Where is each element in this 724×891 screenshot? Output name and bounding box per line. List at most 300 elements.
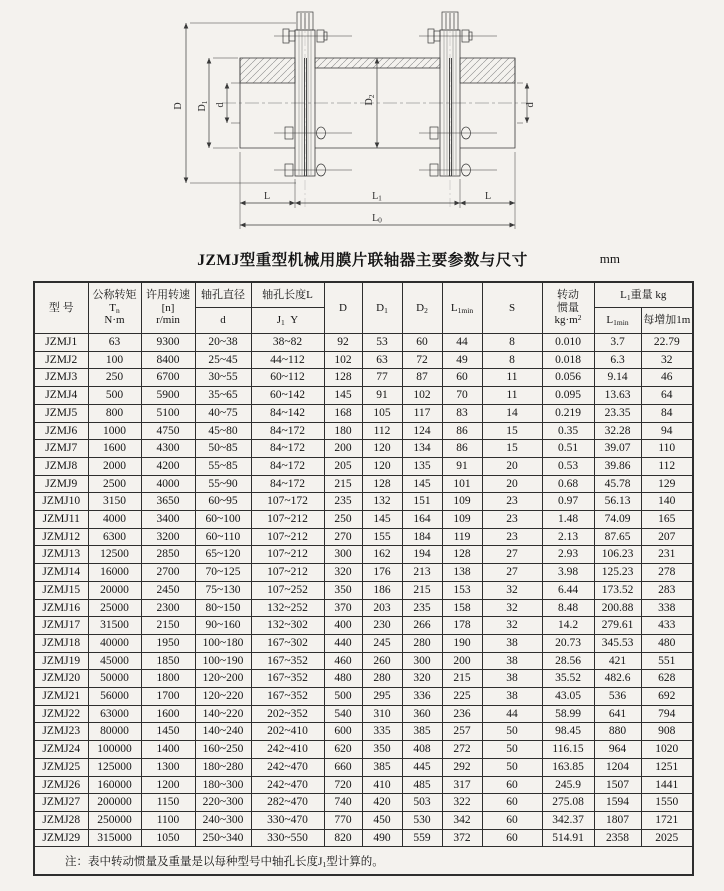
table-cell: 55~90 [195,475,251,493]
table-cell: 0.095 [542,387,594,405]
table-cell: 107~212 [251,546,324,564]
table-cell: 53 [362,334,402,352]
table-cell: JZMJ27 [34,794,88,812]
table-cell: 5900 [141,387,195,405]
table-cell: 200 [324,440,362,458]
table-cell: 270 [324,528,362,546]
table-cell: 1200 [141,776,195,794]
table-cell: 250~340 [195,829,251,847]
table-row [34,528,693,546]
table-cell: 60~100 [195,511,251,529]
table-cell: 38 [482,634,542,652]
table-cell: 45~80 [195,422,251,440]
table-cell: 310 [362,705,402,723]
table-cell: 45.78 [594,475,641,493]
table-cell: 400 [324,617,362,635]
table-cell: 1100 [141,811,195,829]
dim-label-L-left: L [263,191,271,202]
table-cell: 58.99 [542,705,594,723]
table-cell: 242~410 [251,741,324,759]
table-cell: 27 [482,564,542,582]
table-cell: 2700 [141,564,195,582]
table-row [34,617,693,635]
table-cell: 60 [482,776,542,794]
table-cell: 1441 [641,776,693,794]
table-cell: 0.68 [542,475,594,493]
table-cell: 164 [402,511,442,529]
table-cell: 740 [324,794,362,812]
table-cell: 1204 [594,758,641,776]
table-cell: 100 [88,351,141,369]
table-cell: 44~112 [251,351,324,369]
table-cell: 74.09 [594,511,641,529]
table-cell: 370 [324,599,362,617]
table-cell: 213 [402,564,442,582]
table-cell: JZMJ15 [34,581,88,599]
table-cell: 2150 [141,617,195,635]
table-cell: 39.07 [594,440,641,458]
table-cell: 8.48 [542,599,594,617]
table-cell: 1400 [141,741,195,759]
table-cell: 200000 [88,794,141,812]
table-cell: 8400 [141,351,195,369]
table-cell: 350 [324,581,362,599]
table-cell: 1550 [641,794,693,812]
table-cell: 1050 [141,829,195,847]
table-cell: JZMJ8 [34,457,88,475]
table-cell: 275.08 [542,794,594,812]
table-cell: 107~212 [251,511,324,529]
table-row [34,493,693,511]
table-cell: 70 [442,387,482,405]
table-cell: 536 [594,688,641,706]
table-cell: 117 [402,404,442,422]
table-cell: 112 [362,422,402,440]
table-cell: 32 [482,617,542,635]
table-cell: 23.35 [594,404,641,422]
col-header-weight-L1min: $L_{1min}$ [594,308,641,334]
table-cell: 11 [482,369,542,387]
table-cell: 2025 [641,829,693,847]
table-cell: 135 [402,457,442,475]
table-cell: 335 [362,723,402,741]
table-cell: 559 [402,829,442,847]
table-cell: 15 [482,440,542,458]
table-cell: 0.056 [542,369,594,387]
table-cell: 173.52 [594,581,641,599]
table-cell: 0.51 [542,440,594,458]
table-cell: 2358 [594,829,641,847]
table-cell: 194 [402,546,442,564]
table-cell: 128 [324,369,362,387]
table-cell: 35~65 [195,387,251,405]
table-cell: 4200 [141,457,195,475]
col-header-torque: 公称转矩 $T_n$ N·m [88,282,141,334]
table-cell: 23 [482,511,542,529]
table-cell: 3650 [141,493,195,511]
table-row [34,634,693,652]
table-cell: JZMJ6 [34,422,88,440]
table-cell: 283 [641,581,693,599]
table-cell: 3.98 [542,564,594,582]
table-row [34,351,693,369]
table-cell: 180~280 [195,758,251,776]
table-row [34,794,693,812]
col-header-inertia: 转动 惯量 $kg\cdot m^2$ [542,282,594,334]
table-cell: JZMJ3 [34,369,88,387]
table-cell: 1700 [141,688,195,706]
table-row [34,440,693,458]
table-note: 注：表中转动惯量及重量是以每种型号中轴孔长度$J_1$型计算的。 [34,847,693,876]
table-cell: 250 [324,511,362,529]
table-cell: 80000 [88,723,141,741]
table-cell: 279.61 [594,617,641,635]
table-cell: 385 [402,723,442,741]
table-cell: 6.3 [594,351,641,369]
table-cell: 38 [482,670,542,688]
table-cell: 38 [482,652,542,670]
table-cell: 1000 [88,422,141,440]
table-cell: 167~352 [251,652,324,670]
table-cell: 128 [442,546,482,564]
table-cell: 23 [482,493,542,511]
table-cell: 317 [442,776,482,794]
table-cell: 106.23 [594,546,641,564]
table-cell: 49 [442,351,482,369]
table-cell: 56000 [88,688,141,706]
table-cell: 964 [594,741,641,759]
table-cell: JZMJ21 [34,688,88,706]
table-cell: 345.53 [594,634,641,652]
table-cell: 1020 [641,741,693,759]
table-cell: 109 [442,511,482,529]
table-cell: 60~95 [195,493,251,511]
parameters-table [33,281,694,876]
dim-label-D1: $D_1$ [197,100,209,112]
table-row [34,369,693,387]
table-cell: 482.6 [594,670,641,688]
table-cell: 107~172 [251,493,324,511]
table-cell: 120~220 [195,688,251,706]
table-cell: 45000 [88,652,141,670]
table-cell: JZMJ4 [34,387,88,405]
table-cell: 342 [442,811,482,829]
table-cell: 342.37 [542,811,594,829]
table-cell: 178 [442,617,482,635]
table-cell: 225 [442,688,482,706]
table-cell: 1800 [141,670,195,688]
table-cell: 9.14 [594,369,641,387]
table-row [34,758,693,776]
table-row [34,741,693,759]
table-cell: 350 [362,741,402,759]
table-cell: JZMJ14 [34,564,88,582]
table-cell: 620 [324,741,362,759]
table-cell: 184 [402,528,442,546]
table-cell: 231 [641,546,693,564]
col-header-bore-d: d [195,308,251,334]
table-cell: 338 [641,599,693,617]
table-cell: 8 [482,334,542,352]
table-row [34,404,693,422]
table-cell: 70~125 [195,564,251,582]
table-cell: 140~220 [195,705,251,723]
table-cell: 0.018 [542,351,594,369]
table-cell: 140~240 [195,723,251,741]
table-cell: 107~212 [251,564,324,582]
table-cell: 385 [362,758,402,776]
table-cell: 167~352 [251,688,324,706]
dim-label-L-right: L [484,191,492,202]
table-cell: 44 [442,334,482,352]
dim-label-D: D [173,102,184,110]
table-cell: 63 [88,334,141,352]
table-row [34,652,693,670]
table-cell: 660 [324,758,362,776]
table-cell: 60 [482,829,542,847]
table-cell: 50 [482,758,542,776]
table-cell: 63 [362,351,402,369]
table-cell: 215 [442,670,482,688]
table-cell: 282~470 [251,794,324,812]
col-header-S: S [482,282,542,334]
table-cell: 32 [641,351,693,369]
table-cell: 38 [482,688,542,706]
table-cell: 3200 [141,528,195,546]
table-row [34,546,693,564]
table-cell: 300 [402,652,442,670]
table-cell: 4000 [141,475,195,493]
table-cell: 480 [641,634,693,652]
table-cell: JZMJ28 [34,811,88,829]
table-cell: 60 [442,369,482,387]
table-cell: JZMJ16 [34,599,88,617]
table-cell: 110 [641,440,693,458]
table-cell: 153 [442,581,482,599]
table-cell: 4000 [88,511,141,529]
table-cell: 2.13 [542,528,594,546]
table-cell: 84~172 [251,440,324,458]
table-cell: 2300 [141,599,195,617]
table-cell: 820 [324,829,362,847]
table-cell: 86 [442,440,482,458]
table-cell: 250 [88,369,141,387]
col-header-L1min: $L_{1min}$ [442,282,482,334]
col-header-J1Y: $J_1$ Y [251,308,324,334]
table-cell: 720 [324,776,362,794]
table-cell: 551 [641,652,693,670]
table-cell: 40~75 [195,404,251,422]
table-cell: 1450 [141,723,195,741]
table-cell: 132~252 [251,599,324,617]
table-cell: JZMJ25 [34,758,88,776]
table-cell: 60~112 [251,369,324,387]
table-cell: 100~180 [195,634,251,652]
table-cell: 205 [324,457,362,475]
table-cell: 800 [88,404,141,422]
table-cell: 260 [362,652,402,670]
table-cell: 23 [482,528,542,546]
table-cell: 60 [482,811,542,829]
table-cell: 46 [641,369,693,387]
stud-group-left [297,12,313,30]
table-cell: 107~252 [251,581,324,599]
table-cell: 480 [324,670,362,688]
table-cell: 124 [402,422,442,440]
table-cell: 65~120 [195,546,251,564]
table-cell: 220~300 [195,794,251,812]
table-cell: 203 [362,599,402,617]
table-cell: 50 [482,741,542,759]
table-cell: 1600 [141,705,195,723]
table-cell: 129 [641,475,693,493]
table-cell: 1150 [141,794,195,812]
table-cell: 460 [324,652,362,670]
spacer-tube-section [315,58,440,68]
table-cell: 120 [362,457,402,475]
table-row [34,705,693,723]
table-cell: 336 [402,688,442,706]
table-cell: 330~470 [251,811,324,829]
col-header-D1: $D_1$ [362,282,402,334]
table-cell: 132~302 [251,617,324,635]
table-cell: 330~550 [251,829,324,847]
dim-label-D2: $D_2$ [364,94,376,106]
table-row [34,511,693,529]
table-cell: 186 [362,581,402,599]
table-cell: 420 [362,794,402,812]
table-cell: 86 [442,422,482,440]
table-cell: JZMJ17 [34,617,88,635]
left-hub-section [240,58,295,83]
table-cell: 120~200 [195,670,251,688]
table-cell: 1807 [594,811,641,829]
table-cell: 84~172 [251,475,324,493]
table-cell: JZMJ1 [34,334,88,352]
table-cell: 490 [362,829,402,847]
table-cell: JZMJ19 [34,652,88,670]
table-cell: JZMJ29 [34,829,88,847]
table-cell: 167~352 [251,670,324,688]
table-cell: 421 [594,652,641,670]
table-cell: 1.48 [542,511,594,529]
table-cell: 3400 [141,511,195,529]
table-cell: 450 [362,811,402,829]
table-cell: 25~45 [195,351,251,369]
table-cell: 15 [482,422,542,440]
table-cell: 100~190 [195,652,251,670]
bolt-top-left [274,29,352,43]
table-cell: 0.97 [542,493,594,511]
table-cell: JZMJ5 [34,404,88,422]
table-cell: 190 [442,634,482,652]
table-cell: 94 [641,422,693,440]
table-cell: 2.93 [542,546,594,564]
table-row [34,334,693,352]
table-row [34,811,693,829]
table-cell: 145 [402,475,442,493]
dim-label-d-right: d [525,102,536,108]
table-cell: 6300 [88,528,141,546]
table-cell: 530 [402,811,442,829]
dim-label-d-left: d [215,102,226,108]
table-cell: 84 [641,404,693,422]
col-header-weight-group: $L_1$重量 kg [594,282,693,308]
table-cell: 13.63 [594,387,641,405]
table-cell: 25000 [88,599,141,617]
table-cell: 202~410 [251,723,324,741]
table-cell: 1300 [141,758,195,776]
table-cell: 84~142 [251,404,324,422]
table-cell: 50000 [88,670,141,688]
table-cell: 160000 [88,776,141,794]
table-row [34,422,693,440]
table-cell: 207 [641,528,693,546]
table-cell: 176 [362,564,402,582]
table-cell: JZMJ11 [34,511,88,529]
table-cell: 280 [362,670,402,688]
table-cell: 38~82 [251,334,324,352]
table-cell: 235 [324,493,362,511]
col-header-model: 型 号 [34,282,88,334]
table-cell: 40000 [88,634,141,652]
table-row [34,688,693,706]
table-cell: 240~300 [195,811,251,829]
table-cell: 1721 [641,811,693,829]
table-cell: JZMJ26 [34,776,88,794]
table-cell: 125.23 [594,564,641,582]
table-cell: 300 [324,546,362,564]
table-cell: 87 [402,369,442,387]
table-cell: 145 [324,387,362,405]
table-cell: 628 [641,670,693,688]
table-cell: 44 [482,705,542,723]
table-cell: 50~85 [195,440,251,458]
col-header-D2: $D_2$ [402,282,442,334]
table-cell: 91 [442,457,482,475]
table-cell: 235 [402,599,442,617]
table-cell: 360 [402,705,442,723]
table-cell: 410 [362,776,402,794]
table-cell: 165 [641,511,693,529]
table-cell: 167~302 [251,634,324,652]
table-cell: 0.53 [542,457,594,475]
table-cell: 60 [482,794,542,812]
page-title: JZMJ型重型机械用膜片联轴器主要参数与尺寸 [197,252,528,269]
table-cell: 134 [402,440,442,458]
table-cell: 0.219 [542,404,594,422]
table-cell: 101 [442,475,482,493]
table-row [34,599,693,617]
table-cell: 43.05 [542,688,594,706]
table-cell: JZMJ24 [34,741,88,759]
col-header-length: 轴孔长度L [251,282,324,308]
table-cell: JZMJ10 [34,493,88,511]
table-cell: 433 [641,617,693,635]
table-cell: 109 [442,493,482,511]
table-cell: 236 [442,705,482,723]
table-cell: 503 [402,794,442,812]
table-row [34,581,693,599]
table-cell: 0.010 [542,334,594,352]
col-header-D: D [324,282,362,334]
table-cell: 125000 [88,758,141,776]
table-cell: 242~470 [251,758,324,776]
table-cell: 128 [362,475,402,493]
table-cell: 880 [594,723,641,741]
table-cell: 98.45 [542,723,594,741]
table-cell: 278 [641,564,693,582]
